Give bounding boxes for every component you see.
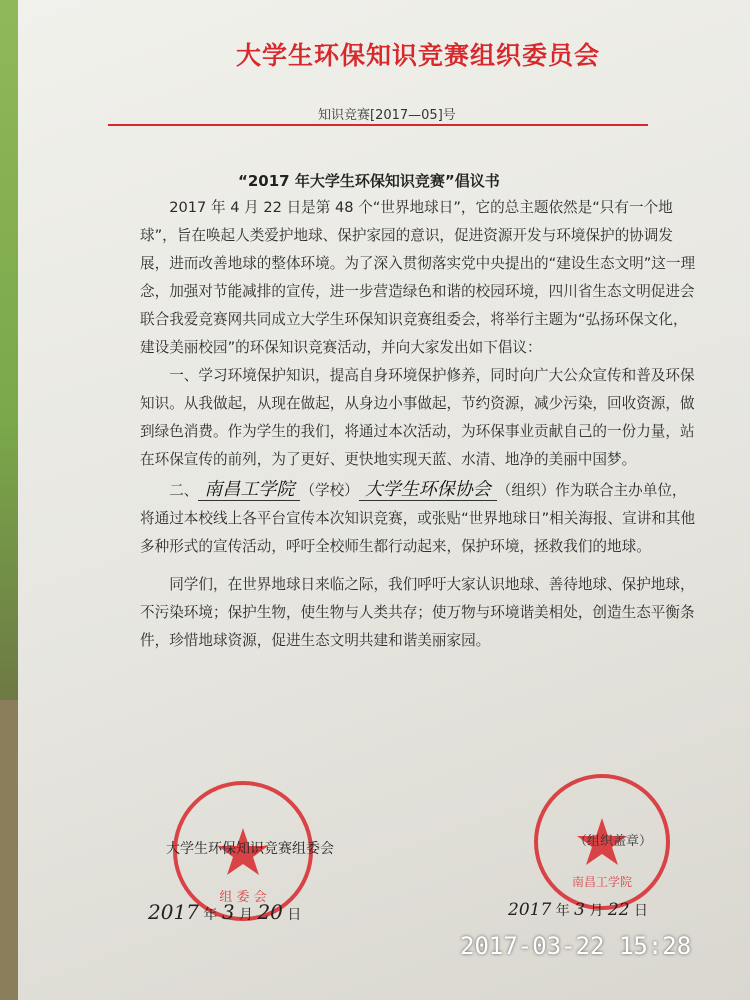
document-heading: 大学生环保知识竞赛组织委员会 [235,41,600,70]
document-title: “2017 年大学生环保知识竞赛”倡议书 [238,172,500,190]
paragraph-4: 同学们，在世界地球日来临之际，我们呼吁大家认识地球、善待地球、保护地球，不污染环境；保护生物，使生物与人类共存；使万物与环境谐美相处，创造生态平衡条件，珍惜地球资源，促进生态文明共建和谐美丽家园。 [140,576,695,649]
paragraph-2: 一、学习环境保护知识，提高自身环境保护修养，同时向广大公众宣传和普及环保知识。从我做起，从现在做起，从身边小事做起，节约资源，减少污染，回收资源，做到绿色消费。作为学生的我们，将通过本次活动，为环保事业贡献自己的一份力量，站在环保宣传的前列，为了更好、更快地实现天蓝、水清、地净的美丽中国梦。 [140,367,695,468]
date-left: 2017 年 3 月 20 日 [148,900,302,924]
document-body [140,194,700,655]
document-page [18,0,750,1000]
photo-timestamp: 2017-03-22 15:28 [460,932,692,960]
red-divider [108,124,648,126]
paragraph-3 [140,476,700,561]
signature-seal-label: （组织盖章） [574,834,653,849]
document-number: 知识竞赛[2017—05]号 [318,108,456,123]
school-label: （学校） [300,482,359,499]
date-right: 2017 年 3 月 22 日 [508,900,648,920]
svg-text:南昌工学院: 南昌工学院 [571,875,633,889]
handwritten-organization: 大学生环保协会 [359,479,497,501]
paragraph-1: 2017 年 4 月 22 日是第 48 个“世界地球日”，它的总主题依然是“只有一个地球”，旨在唤起人类爱护地球、保护家园的意识，促进资源开发与环境保护的协调发展，进而改善地球的整体环境。为了深入贯彻落实党中央提出的“建设生态文明”这一理念，加强对节能减排的宣传，进一步营造绿色和谐的校园环境，四川省生态文明促进会联合我爱竞赛网共同成立大学生环保知识竞赛组委会，将举行主题为“弘扬环保文化，建设美丽校园”的环保知识竞赛活动，并向大家发出如下倡议： [140,199,696,356]
signature-organizer: 大学生环保知识竞赛组委会 [166,841,334,857]
handwritten-school: 南昌工学院 [198,479,300,501]
paragraph-3-prefix: 二、 [169,482,199,499]
paragraph-3-rest: 作为联合主办单位，将通过本校线上各平台宣传本次知识竞赛，或张贴“世界地球日”相关海报、宣讲和其他多种形式的宣传活动，呼吁全校师生都行动起来，保护环境，拯救我们的地球。 [140,482,696,555]
svg-text:组 委 会: 组 委 会 [219,890,267,905]
organization-label: （组织） [496,482,556,499]
